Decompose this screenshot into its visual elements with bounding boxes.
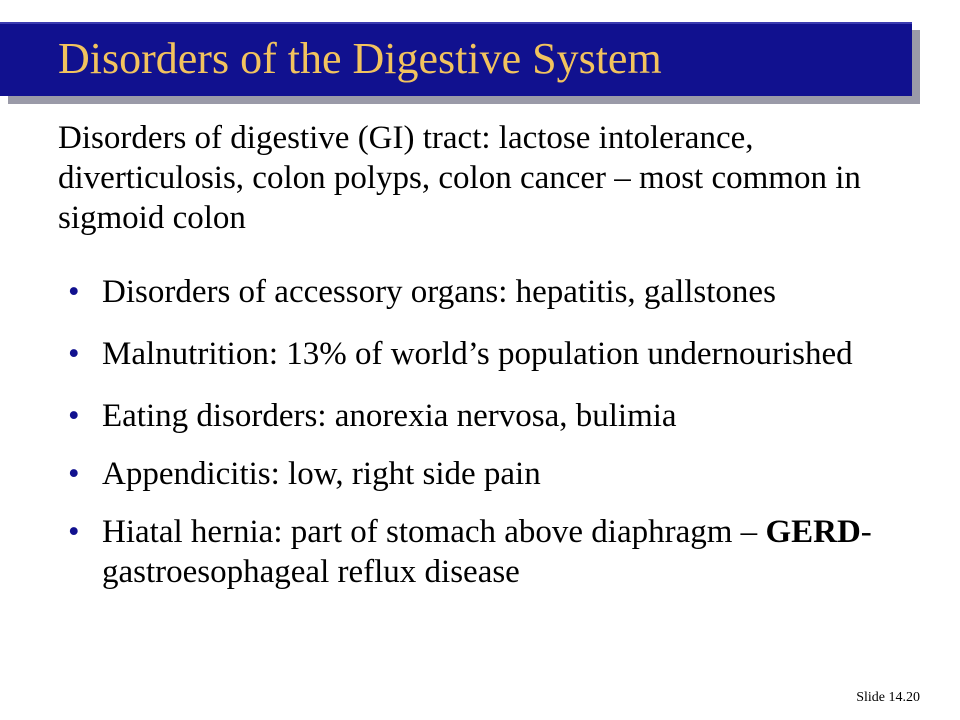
slide-title: Disorders of the Digestive System: [58, 34, 662, 83]
bullet-text: Malnutrition: 13% of world’s population undernourished: [102, 336, 853, 372]
bullet-text-before: Hiatal hernia: part of stomach above diaphragm –: [102, 514, 766, 550]
bullet-list: [58, 272, 938, 614]
bullet-text-after: - gastroesophageal reflux disease: [102, 514, 872, 590]
bullet-item-appendicitis: [58, 454, 938, 494]
bullet-icon: •: [68, 336, 80, 372]
bullet-text: Eating disorders: anorexia nervosa, bulimia: [102, 398, 677, 434]
bullet-item-malnutrition: [58, 334, 938, 374]
bullet-text: Appendicitis: low, right side pain: [102, 456, 541, 492]
bullet-text: Disorders of accessory organs: hepatitis, gallstones: [102, 274, 776, 310]
intro-text: Disorders of digestive (GI) tract: lactose intolerance, diverticulosis, colon polyps, colon cancer – most common in sigmoid colon: [58, 120, 861, 236]
bullet-item-hiatal-hernia: [58, 512, 938, 592]
title-bar: [0, 22, 912, 96]
bullet-icon: •: [68, 398, 80, 434]
bullet-text-bold: GERD: [765, 514, 861, 550]
slide-number: Slide 14.20: [856, 690, 920, 705]
bullet-item-accessory-organs: [58, 272, 938, 312]
bullet-item-eating-disorders: [58, 396, 938, 436]
bullet-icon: •: [68, 274, 80, 310]
bullet-icon: •: [68, 514, 80, 550]
bullet-icon: •: [68, 456, 80, 492]
